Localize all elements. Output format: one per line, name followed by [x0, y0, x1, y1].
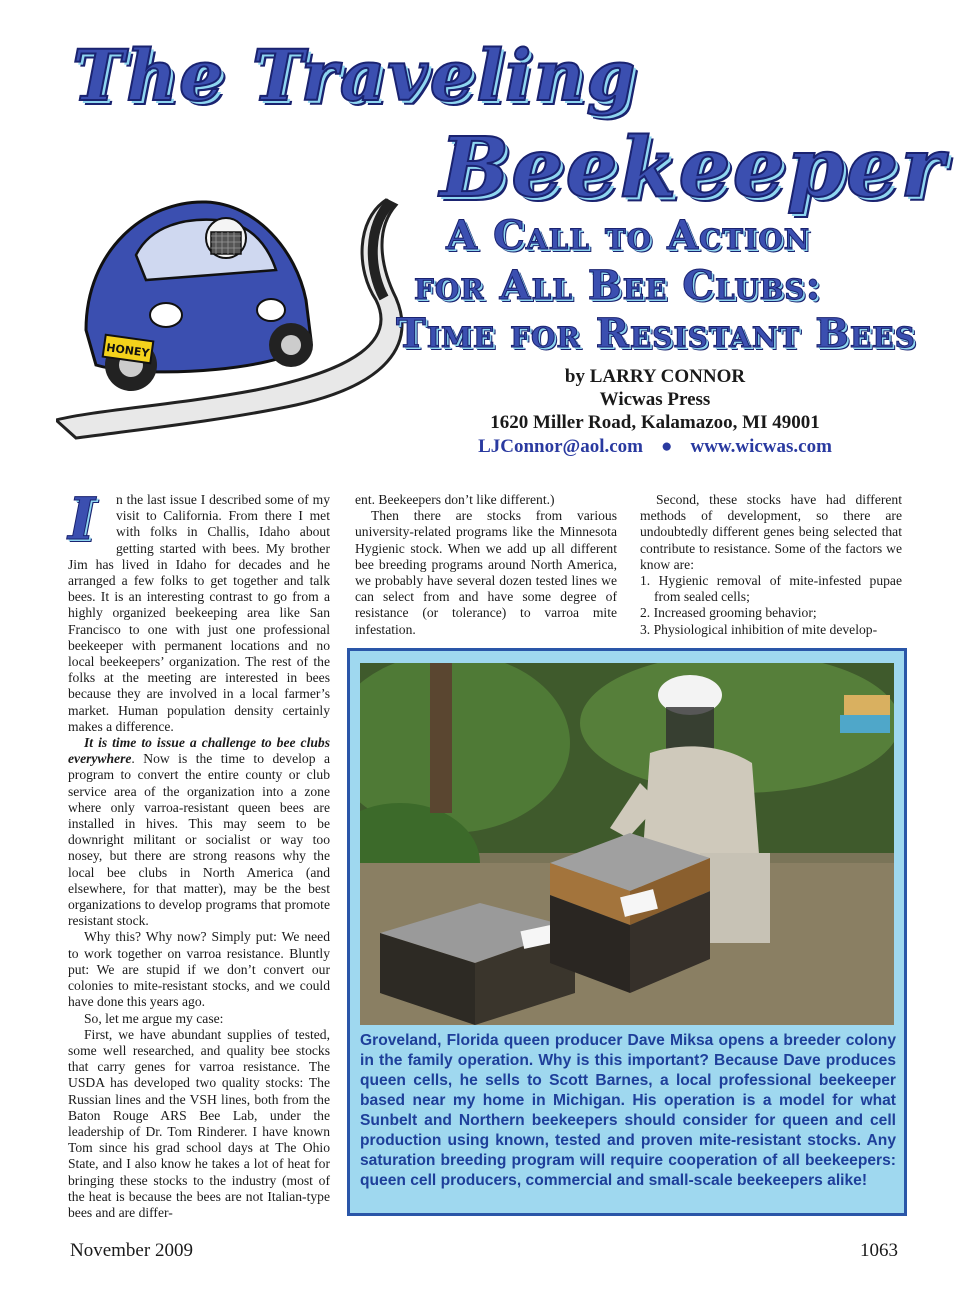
title-line-1: The Traveling [72, 34, 638, 117]
subtitle-line-3: Time for Resistant Bees [396, 310, 916, 357]
article-paragraph: First, we have abundant supplies of tested, some well researched, and quality bee stocks that carry genes for varroa resistance. The USDA has developed two quality stocks: The Russian lines and the VSH lines, both from the Baton Rouge ARS Bee Lab, under the leadership of Dr. Tom Rinderer. I have known Tom since his grad school days at The Ohio State, and I also know he takes a lot of heat for bringing these stocks to the industry (most of the heat is because the bees are not Italian-type bees and are differ- [68, 1026, 330, 1220]
email-link[interactable]: LJConnor@aol.com [478, 436, 643, 457]
article-column-2 [355, 492, 617, 638]
issue-date: November 2009 [70, 1240, 193, 1261]
website-link[interactable]: www.wicwas.com [690, 436, 832, 457]
byline-contact [440, 436, 870, 458]
article-column-3 [640, 492, 902, 638]
title-line-2: Beekeeper [440, 120, 946, 216]
subtitle-line-2: for All Bee Clubs: [414, 262, 822, 309]
paragraph-text: n the last issue I described some of my visit to California. From there I met with folks in Challis, Idaho about getting started with bees. My brother Jim has lived in Idaho for decades and he arranged a few folks to get together and talk bees. It is an interesting contrast to go from a highly organized beekeeping area like San Francisco to one with just one professional beekeeper with permanent locations and no local beekeepers’ organization. The rest of the folks at the meeting are interested in bees because they are involved in a local farmer’s market. Human population density certainly makes a difference. [68, 492, 330, 734]
list-item: 2. Increased grooming behavior; [640, 605, 817, 621]
article-paragraph: ent. Beekeepers don’t like different.) [355, 492, 555, 507]
article-paragraph [68, 735, 330, 929]
article-column-1 [68, 485, 330, 1221]
bullet-separator: ● [661, 436, 673, 457]
page-number: 1063 [860, 1240, 898, 1261]
license-plate-text: HONEY [105, 341, 151, 360]
article-paragraph: So, let me argue my case: [84, 1010, 224, 1026]
list-item: 1. Hygienic removal of mite-infested pupae from sealed cells; [640, 573, 902, 605]
subtitle-line-1: A Call to Action [446, 212, 811, 259]
beekeeper-photo [360, 663, 894, 1025]
car-body [86, 202, 313, 391]
list-item: 3. Physiological inhibition of mite develop- [640, 621, 878, 637]
article-paragraph: Second, these stocks have had different methods of development, so there are undoubtedly different genes being selected that contribute to resistance. Some of the factors we know are: [640, 492, 902, 572]
paragraph-text: . Now is the time to develop a program to convert the entire county or club service area of the organization into a zone where only varroa-resistant queen bees are installed in hives. This may seem to be downright militant or socialist or way too nosey, but there are strong reasons why the local bee clubs in North America (and elsewhere, for that matter), may be the best organizations to develop programs that promote resistant stock. [68, 751, 330, 929]
emphasized-text: It is time to issue a challenge to bee clubs everywhere [68, 735, 330, 767]
article-paragraph [68, 485, 330, 735]
byline-address: 1620 Miller Road, Kalamazoo, MI 49001 [490, 412, 820, 433]
photo-caption: Groveland, Florida queen producer Dave Miksa opens a breeder colony in the family operation. Why is this important? Because Dave produces queen cells, he sells to Scott Barnes, a local professional beekeeper based near my home in Michigan. His operation is a model for what Sunbelt and Northern beekeepers should consider for queen and cell production using known, tested and proven mite-resistant stocks. Any saturation breeding program will require cooperation of all beekeepers: queen cell producers, commercial and small-scale beekeepers alike! [360, 1032, 896, 1189]
article-paragraph: Then there are stocks from various university-related programs like the Minnesota Hygienic stock. When we add up all different bee breeding programs around North America, we probably have several dozen tested lines we can select from and have some degree of resistance (or tolerance) to varroa mite infestation. [355, 508, 617, 637]
drop-cap: I [68, 485, 96, 553]
byline-author: by LARRY CONNOR [564, 366, 746, 387]
car-illustration [56, 180, 416, 440]
photo-caption-box [347, 648, 907, 1216]
byline-publisher: Wicwas Press [599, 389, 711, 410]
article-paragraph: Why this? Why now? Simply put: We need to work together on varroa resistance. Bluntly put: We are stupid if we don’t convert our colonies to mite-resistant stocks, and we could have done this years ago. [68, 929, 330, 1010]
